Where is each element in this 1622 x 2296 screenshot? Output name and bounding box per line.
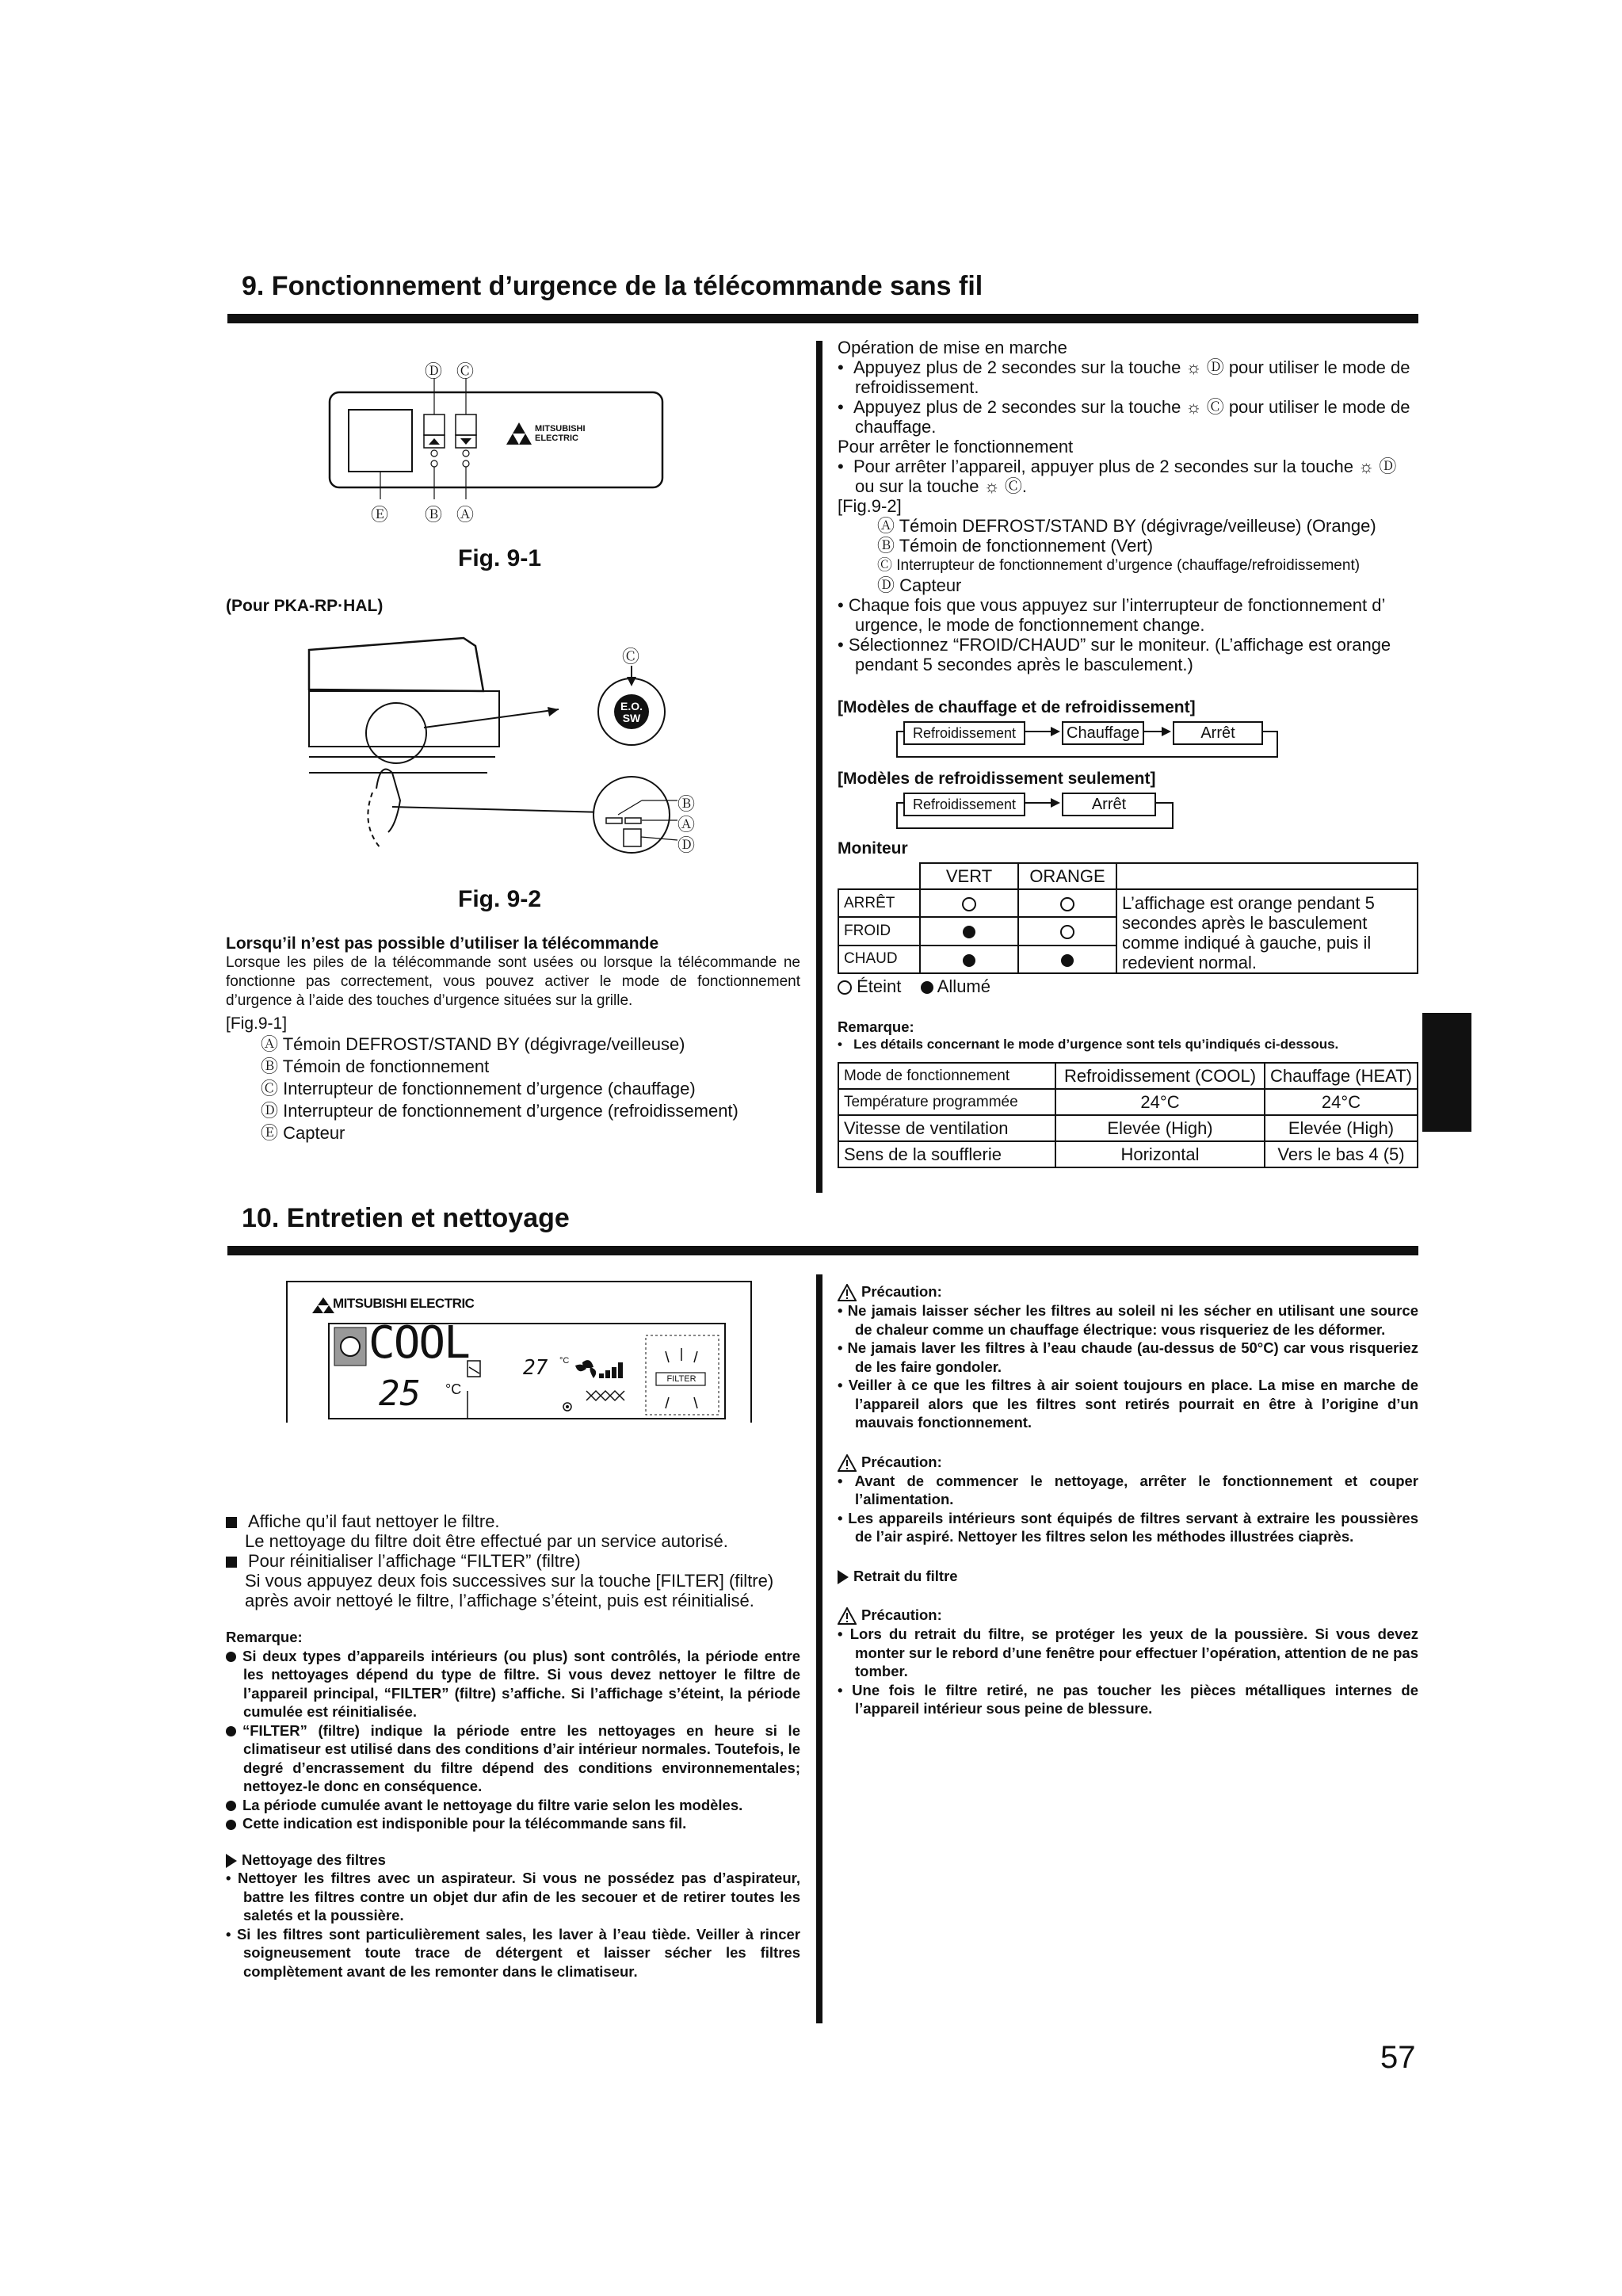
lamp-orange bbox=[1018, 889, 1116, 917]
display-set-temp: 25 bbox=[379, 1373, 421, 1414]
legend-item: Ⓑ Témoin de fonctionnement (Vert) bbox=[877, 536, 1154, 556]
caution-3-title: Précaution: bbox=[861, 1606, 942, 1624]
monitor-header-row bbox=[838, 863, 1418, 889]
nettoyage-title-row bbox=[226, 1851, 800, 1870]
legend-on-text: Allumé bbox=[937, 976, 990, 996]
bullet-icon bbox=[226, 1726, 236, 1736]
remarque-item bbox=[226, 1721, 800, 1796]
section-10-rule bbox=[227, 1246, 1418, 1255]
caution-2-item: • Les appareils intérieurs sont équipés de filtres servant à extraire les poussières de l’air aspiré. Nettoyer les filtres selon les méthodes illustrées ciaprès. bbox=[838, 1509, 1418, 1545]
lamp-on-icon bbox=[963, 954, 975, 967]
warning-icon bbox=[838, 1284, 857, 1301]
column-divider-bottom bbox=[816, 1274, 822, 2023]
legend-item: Ⓒ Interrupteur de fonctionnement d’urgence (chauffage) bbox=[261, 1079, 696, 1098]
fig2-letter-d: Ⓓ bbox=[677, 835, 696, 855]
col-vert: VERT bbox=[920, 863, 1018, 889]
flow-heat-cool-heading: [Modèles de chauffage et de refroidissement] bbox=[838, 698, 1196, 716]
display-room-temp-unit: °C bbox=[559, 1356, 570, 1366]
op-stop-heading: Pour arrêter le fonctionnement bbox=[838, 437, 1074, 457]
retrait-title-row bbox=[838, 1567, 1418, 1586]
fig2-letter-c: Ⓒ bbox=[622, 647, 640, 667]
mode-row bbox=[838, 1141, 1418, 1167]
remarque-bullet-text: Les détails concernant le mode d’urgence sont tels qu’indiqués ci-dessous. bbox=[853, 1037, 1339, 1052]
caution-2-title: Précaution: bbox=[861, 1453, 942, 1470]
remarque-title: Remarque: bbox=[226, 1629, 303, 1645]
no-remote-paragraph: Lorsque les piles de la télécommande sont usées ou lorsque la télécommande ne fonctionne pas correctement, vous pouvez activer le mode de fonctionnement d’urgence à l’aide des touches d’urgence situées sur la grille. bbox=[226, 954, 800, 1009]
lamp-on-icon bbox=[921, 981, 933, 994]
legend-item: Ⓓ Capteur bbox=[877, 575, 962, 595]
caution-2-item-text: Les appareils intérieurs sont équipés de filtres servant à extraire les poussières de l’air aspiré. Nettoyer les filtres selon les méthodes illustrées ciaprès. bbox=[848, 1509, 1418, 1545]
row-label: ARRÊT bbox=[838, 889, 920, 917]
lamp-off-icon bbox=[838, 980, 852, 995]
mode-header: Chauffage (HEAT) bbox=[1265, 1063, 1418, 1089]
mode-cell: Horizontal bbox=[1055, 1141, 1265, 1167]
emergency-mode-table bbox=[838, 1062, 1418, 1168]
nettoyage-item: • Si les filtres sont particulièrement sales, les laver à l’eau tiède. Veiller à rincer soigneusement toute trace de détergent et laisser sécher les filtres complètement avant de les remonter dans le climatiseur. bbox=[226, 1925, 800, 1980]
lamp-vert bbox=[920, 946, 1018, 973]
square-bullet-icon bbox=[226, 1517, 237, 1528]
section-9-right-text bbox=[838, 338, 1418, 674]
bullet-stop-text: Pour arrêter l’appareil, appuyer plus de 2 secondes sur la touche ☼ Ⓓ ou sur la touche ☼ Ⓒ. bbox=[853, 457, 1397, 496]
nettoyage-title: Nettoyage des filtres bbox=[242, 1851, 386, 1868]
caution-1-item-text: Veiller à ce que les filtres à air soient toujours en place. La mise en marche de l’appareil alors que les filtres sont retirés pourrait en être à l’origine d’un mauvais fonctionnement. bbox=[848, 1377, 1419, 1431]
mode-cell: Sens de la soufflerie bbox=[838, 1141, 1055, 1167]
caution-2-item: • Avant de commencer le nettoyage, arrêter le fonctionnement et couper l’alimentation. bbox=[838, 1472, 1418, 1508]
section-10-right-text bbox=[838, 1282, 1418, 1718]
bullet-heat-text: Appuyez plus de 2 secondes sur la touche ☼ Ⓒ pour utiliser le mode de chauffage. bbox=[853, 397, 1410, 437]
monitor-note: L’affichage est orange pendant 5 secondes après le basculement comme indiqué à gauche, puis il redevient normal. bbox=[1116, 889, 1418, 973]
lamp-off-icon bbox=[962, 897, 976, 911]
legend-item: Ⓒ Interrupteur de fonctionnement d’urgence (chauffage/refroidissement) bbox=[877, 557, 1361, 574]
fig-9-1-legend bbox=[226, 1033, 800, 1144]
lamp-on-icon bbox=[1061, 954, 1074, 967]
legend-off-text: Éteint bbox=[857, 976, 902, 996]
caution-3-item-text: Une fois le filtre retiré, ne pas toucher les pièces métalliques internes de l’appareil intérieur sous peine de blessure. bbox=[852, 1681, 1418, 1717]
bullet-switch-text: Chaque fois que vous appuyez sur l’interrupteur de fonctionnement d’ urgence, le mode de fonctionnement change. bbox=[848, 595, 1385, 635]
section-9-title: 9. Fonctionnement d’urgence de la télécommande sans fil bbox=[242, 271, 983, 301]
bullet-heat: • Appuyez plus de 2 secondes sur la touche ☼ Ⓒ pour utiliser le mode de chauffage. bbox=[838, 397, 1410, 437]
mode-cell: Vers le bas 4 (5) bbox=[1265, 1141, 1418, 1167]
fig-9-2-legend bbox=[838, 516, 1418, 595]
mode-cell: Température programmée bbox=[838, 1089, 1055, 1115]
bullet-icon bbox=[226, 1801, 236, 1811]
legend-item: Ⓓ Interrupteur de fonctionnement d’urgence (refroidissement) bbox=[261, 1101, 738, 1121]
mode-header: Mode de fonctionnement bbox=[838, 1063, 1055, 1089]
row-label: FROID bbox=[838, 917, 920, 945]
fig-9-1 bbox=[317, 353, 681, 527]
fig2-letter-b: Ⓑ bbox=[677, 794, 696, 814]
nettoyage-item-text: Si les filtres sont particulièrement sales, les laver à l’eau tiède. Veiller à rincer soigneusement toute trace de détergent et laisser sécher les filtres complètement avant de les remonter dans le climatiseur. bbox=[236, 1925, 800, 1980]
bullet-switch: • Chaque fois que vous appuyez sur l’interrupteur de fonctionnement d’ urgence, le mode de fonctionnement change. bbox=[838, 595, 1385, 635]
nettoyage-item: • Nettoyer les filtres avec un aspirateur. Si vous ne possédez pas d’aspirateur, battre les filtres contre un objet dur afin de les secouer et de retirer toutes les saletés et la poussière. bbox=[226, 1870, 800, 1924]
lamp-vert bbox=[920, 917, 1018, 945]
row-label: CHAUD bbox=[838, 946, 920, 973]
caution-1-item-text: Ne jamais laisser sécher les filtres au soleil ni les sécher en utilisant une source de chaleur comme un chauffage électrique: vous risqueriez de les déformer. bbox=[847, 1302, 1419, 1338]
square-bullet-icon bbox=[226, 1557, 237, 1568]
display-room-temp: 27 bbox=[523, 1356, 548, 1380]
column-divider-top bbox=[816, 341, 822, 1193]
lamp-off-icon bbox=[1060, 925, 1074, 939]
bullet-cool: • Appuyez plus de 2 secondes sur la touche ☼ Ⓓ pour utiliser le mode de refroidissement. bbox=[838, 357, 1410, 397]
fig-9-1-ref: [Fig.9-1] bbox=[226, 1014, 288, 1033]
legend-item: Ⓑ Témoin de fonctionnement bbox=[261, 1056, 490, 1076]
bullet-monitor: • Sélectionnez “FROID/CHAUD” sur le moniteur. (L’affichage est orange pendant 5 secondes après le basculement.) bbox=[838, 635, 1391, 674]
indoor-unit-drawing bbox=[305, 634, 701, 888]
remarque-title: Remarque: bbox=[838, 1018, 914, 1035]
bullet-monitor-text: Sélectionnez “FROID/CHAUD” sur le moniteur. (L’affichage est orange pendant 5 secondes après le basculement.) bbox=[848, 635, 1391, 674]
col-orange: ORANGE bbox=[1018, 863, 1116, 889]
mode-cell: 24°C bbox=[1265, 1089, 1418, 1115]
retrait-title: Retrait du filtre bbox=[853, 1567, 958, 1584]
triangle-bullet-icon bbox=[226, 1854, 237, 1868]
mode-cell: Elevée (High) bbox=[1265, 1115, 1418, 1141]
flow-cool-only-heading: [Modèles de refroidissement seulement] bbox=[838, 770, 1156, 788]
fig-9-2-ref: [Fig.9-2] bbox=[838, 496, 902, 516]
no-remote-heading: Lorsqu’il n’est pas possible d’utiliser la télécommande bbox=[226, 934, 659, 953]
lamp-orange bbox=[1018, 946, 1116, 973]
caution-2-item-text: Avant de commencer le nettoyage, arrêter le fonctionnement et couper l’alimentation. bbox=[854, 1472, 1418, 1508]
fig-9-1-caption: Fig. 9-1 bbox=[458, 545, 542, 571]
bullet-icon bbox=[226, 1652, 236, 1662]
filter-info-item bbox=[226, 1511, 800, 1531]
caution-3-item: • Une fois le filtre retiré, ne pas toucher les pièces métalliques internes de l’appareil intérieur sous peine de blessure. bbox=[838, 1681, 1418, 1717]
flow-box-arret: Arrêt bbox=[1062, 793, 1156, 816]
fig1-letter-a: Ⓐ bbox=[456, 505, 475, 525]
monitor-legend bbox=[838, 976, 990, 996]
remote-display-figure bbox=[285, 1280, 753, 1423]
section-9-rule bbox=[227, 314, 1418, 323]
warning-icon bbox=[838, 1607, 857, 1625]
flow-box-arret: Arrêt bbox=[1173, 721, 1263, 745]
page-number: 57 bbox=[1380, 2040, 1416, 2075]
bullet-stop: • Pour arrêter l’appareil, appuyer plus de 2 secondes sur la touche ☼ Ⓓ ou sur la touche ☼ Ⓒ. bbox=[838, 457, 1397, 496]
caution-1-title: Précaution: bbox=[861, 1283, 942, 1300]
op-start-heading: Opération de mise en marche bbox=[838, 338, 1067, 357]
filter-info-body: Si vous appuyez deux fois successives sur la touche [FILTER] (filtre) après avoir nettoyé le filtre, l’affichage s’éteint, puis est réinitialisé. bbox=[245, 1571, 774, 1610]
section-10-left-text bbox=[226, 1511, 800, 1981]
flow-box-refroidissement: Refroidissement bbox=[903, 793, 1025, 816]
caution-1-title-row bbox=[838, 1282, 1418, 1301]
remarque-bullet: • Les détails concernant le mode d’urgence sont tels qu’indiqués ci-dessous. bbox=[838, 1037, 1339, 1052]
section-10-title: 10. Entretien et nettoyage bbox=[242, 1203, 570, 1233]
remarque-item bbox=[226, 1796, 800, 1815]
monitor-note-blank bbox=[1116, 863, 1418, 889]
bullet-cool-text: Appuyez plus de 2 secondes sur la touche ☼ Ⓓ pour utiliser le mode de refroidissement. bbox=[853, 357, 1410, 397]
mode-row bbox=[838, 1089, 1418, 1115]
caution-1-item-text: Ne jamais laver les filtres à l’eau chaude (au-dessus de 50°C) car vous risqueriez de les faire gondoler. bbox=[847, 1339, 1418, 1375]
monitor-corner bbox=[838, 863, 920, 889]
mode-cell: Vitesse de ventilation bbox=[838, 1115, 1055, 1141]
remarque-item bbox=[226, 1647, 800, 1721]
flow-box-chauffage: Chauffage bbox=[1062, 721, 1144, 745]
chapter-side-tab bbox=[1422, 1013, 1471, 1132]
fig1-logo: MITSUBISHI ELECTRIC bbox=[535, 424, 586, 443]
mode-header: Refroidissement (COOL) bbox=[1055, 1063, 1265, 1089]
remarque-item bbox=[226, 1814, 800, 1833]
remarque-item-text: La période cumulée avant le nettoyage du filtre varie selon les modèles. bbox=[242, 1796, 743, 1813]
nettoyage-item-text: Nettoyer les filtres avec un aspirateur. Si vous ne possédez pas d’aspirateur, battre les filtres contre un objet dur afin de les secouer et de retirer toutes les saletés et la poussière. bbox=[237, 1870, 800, 1924]
caution-3-item-text: Lors du retrait du filtre, se protéger les yeux de la poussière. Si vous devez monter sur le rebord d’une fenêtre pour effectuer l’opération, attention de ne pas tomber. bbox=[849, 1626, 1418, 1680]
fig1-letter-e: Ⓔ bbox=[371, 505, 389, 525]
caution-1-item: • Veiller à ce que les filtres à air soient toujours en place. La mise en marche de l’appareil alors que les filtres sont retirés pourrait en être à l’origine d’un mauvais fonctionnement. bbox=[838, 1377, 1419, 1431]
monitor-row bbox=[838, 889, 1418, 917]
caution-3-item: • Lors du retrait du filtre, se protéger les yeux de la poussière. Si vous devez monter sur le rebord d’une fenêtre pour effectuer l’opération, attention de ne pas tomber. bbox=[838, 1626, 1418, 1680]
lamp-orange bbox=[1018, 917, 1116, 945]
bullet-icon bbox=[226, 1820, 236, 1830]
monitor-heading: Moniteur bbox=[838, 839, 908, 858]
caution-1-item: • Ne jamais laver les filtres à l’eau chaude (au-dessus de 50°C) car vous risqueriez de les faire gondoler. bbox=[838, 1339, 1418, 1375]
caution-1-item: • Ne jamais laisser sécher les filtres au soleil ni les sécher en utilisant une source de chaleur comme un chauffage électrique: vous risqueriez de les déformer. bbox=[838, 1302, 1419, 1338]
warning-icon bbox=[838, 1454, 857, 1472]
remarque-item-text: Cette indication est indisponible pour la télécommande sans fil. bbox=[242, 1815, 687, 1832]
display-temp-unit: °C bbox=[445, 1381, 462, 1397]
fig1-letter-b: Ⓑ bbox=[425, 505, 443, 525]
mode-cell: 24°C bbox=[1055, 1089, 1265, 1115]
filter-info-head: Pour réinitialiser l’affichage “FILTER” (filtre) bbox=[248, 1551, 581, 1571]
caution-3-title-row bbox=[838, 1606, 1418, 1625]
section-9-left-text bbox=[226, 934, 800, 1144]
eo-sw-label: E.O. SW bbox=[620, 700, 643, 724]
monitor-table bbox=[838, 862, 1418, 974]
display-mode-text: COOL bbox=[368, 1317, 469, 1369]
display-filter-label: FILTER bbox=[666, 1374, 697, 1384]
lamp-vert bbox=[920, 889, 1018, 917]
caution-2-title-row bbox=[838, 1453, 1418, 1472]
legend-item: Ⓐ Témoin DEFROST/STAND BY (dégivrage/veilleuse) bbox=[261, 1034, 685, 1054]
grille-remote-panel-drawing bbox=[317, 353, 681, 527]
filter-info-head: Affiche qu’il faut nettoyer le filtre. bbox=[248, 1511, 500, 1531]
remarque-item-text: “FILTER” (filtre) indique la période entre les nettoyages en heure si le climatiseur est utilisé dans des conditions d’air intérieur normales. Toutefois, le degré d’encrassement du filtre dépend des conditions environnementales; nettoyez-le donc en conséquence. bbox=[242, 1721, 800, 1794]
legend-item: Ⓔ Capteur bbox=[261, 1123, 345, 1143]
legend-item: Ⓐ Témoin DEFROST/STAND BY (dégivrage/veilleuse) (Orange) bbox=[877, 516, 1376, 536]
remarque-item-text: Si deux types d’appareils intérieurs (ou plus) sont contrôlés, la période entre les nettoyages dépend du type de filtre. Si vous devez nettoyer le filtre de l’appareil principal, “FILTER” (filtre) s’affiche. Si l’affichage s’éteint, la période cumulée est réinitialisée. bbox=[242, 1647, 800, 1720]
fig-9-2-caption: Fig. 9-2 bbox=[458, 886, 542, 912]
display-brand-logo: MITSUBISHI ELECTRIC bbox=[333, 1296, 475, 1311]
flow-box-refroidissement: Refroidissement bbox=[903, 721, 1025, 745]
mode-row bbox=[838, 1115, 1418, 1141]
fig1-letter-d: Ⓓ bbox=[425, 361, 443, 381]
fig1-letter-c: Ⓒ bbox=[456, 361, 475, 381]
filter-info-item bbox=[226, 1551, 800, 1571]
pour-pka-label: (Pour PKA-RP·HAL) bbox=[226, 597, 384, 615]
mode-cell: Elevée (High) bbox=[1055, 1115, 1265, 1141]
mode-header-row bbox=[838, 1063, 1418, 1089]
lamp-on-icon bbox=[963, 926, 975, 938]
triangle-bullet-icon bbox=[838, 1570, 849, 1584]
fig-9-2 bbox=[305, 634, 701, 888]
filter-info-body: Le nettoyage du filtre doit être effectué par un service autorisé. bbox=[245, 1531, 728, 1551]
lamp-off-icon bbox=[1060, 897, 1074, 911]
fig2-letter-a: Ⓐ bbox=[677, 815, 696, 835]
